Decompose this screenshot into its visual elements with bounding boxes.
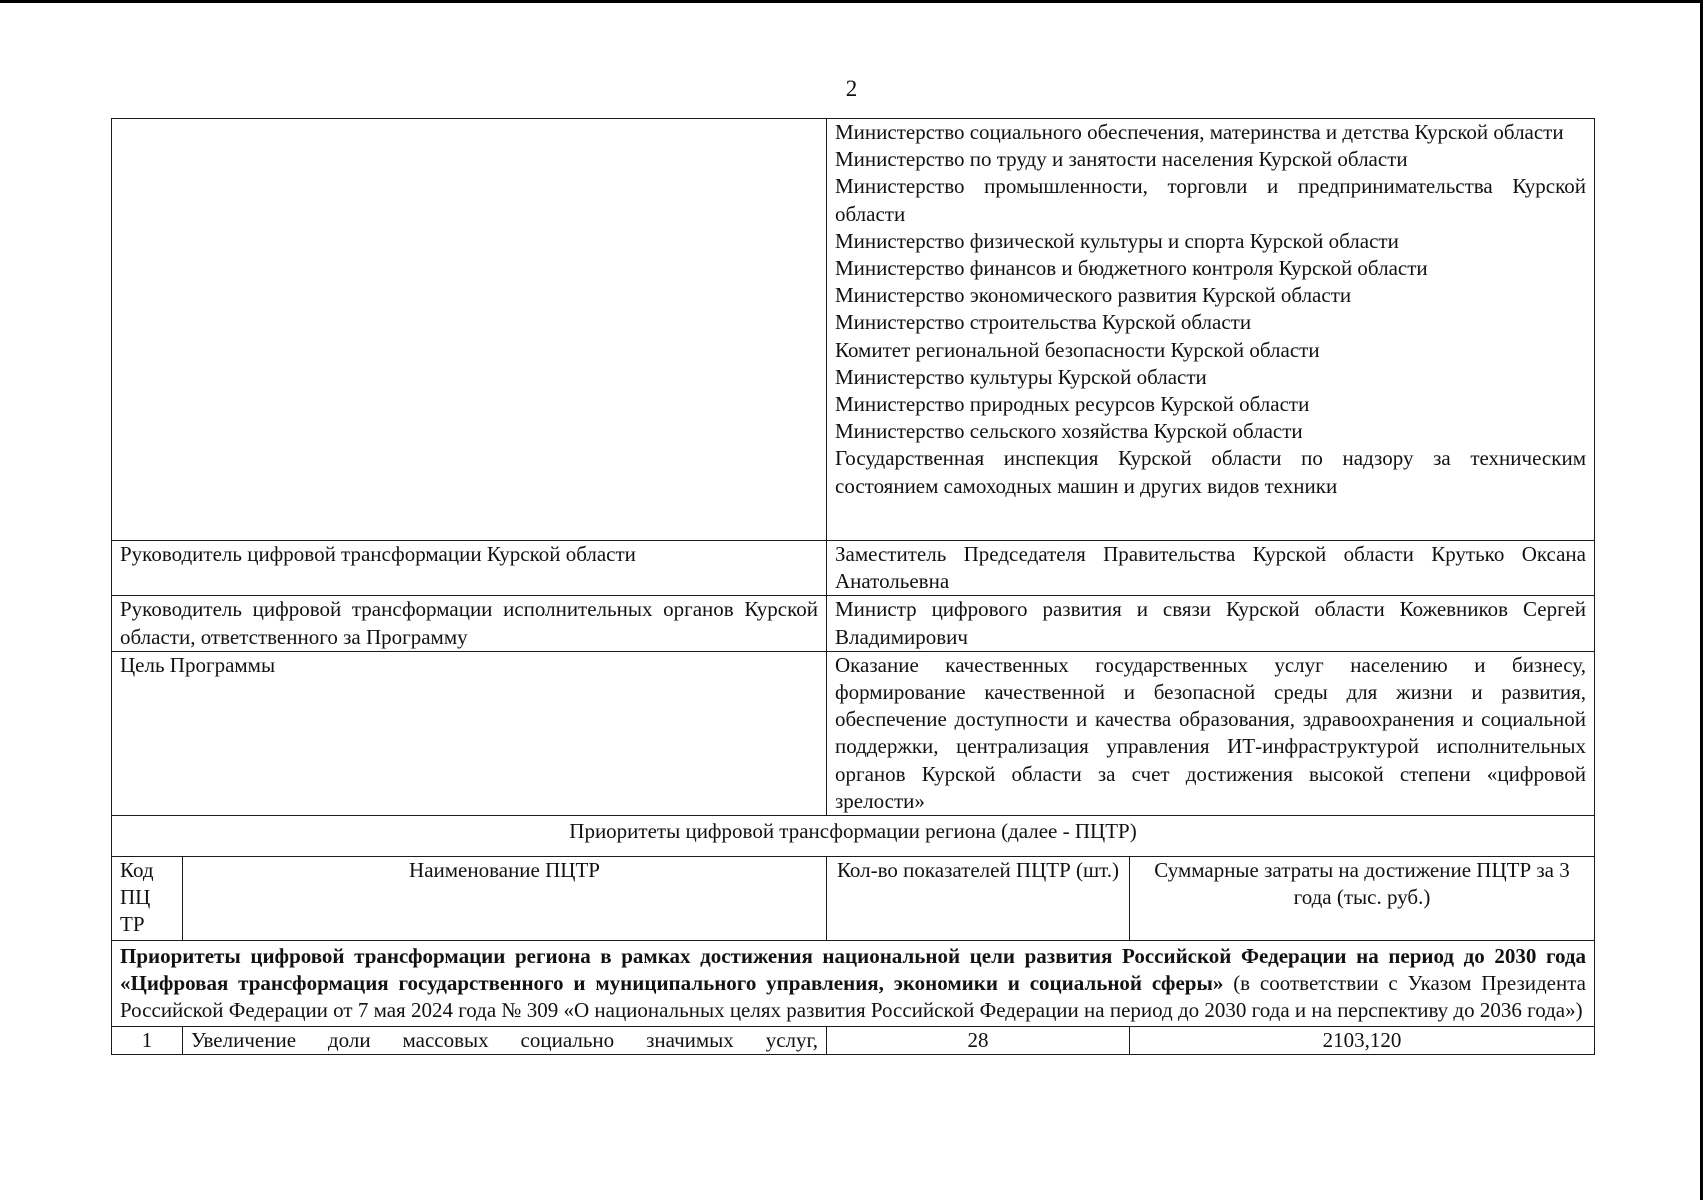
header-cost: Суммарные затраты на достижение ПЦТР за 3 года (тыс. руб.)	[1130, 857, 1595, 941]
head-region-row	[112, 541, 1595, 596]
organization-item: Министерство по труду и занятости населения Курской области	[835, 147, 1408, 172]
organization-item: Министерство сельского хозяйства Курской области	[835, 419, 1303, 444]
section-normal-text: (в соответствии с Указом Президента Российской Федерации от 7 мая 2024 года № 309 «О национальных целях развития Российской Федерации на период до 2030 года и на перспективу до 2036 года»)	[120, 971, 1587, 1023]
organizations-row	[112, 119, 1595, 541]
row-name-text: Увеличение доли массовых социально значимых услуг,	[191, 1027, 818, 1052]
page-number: 2	[845, 76, 858, 101]
head-executive-value: Министр цифрового развития и связи Курской области Кожевников Сергей Владимирович	[827, 596, 1595, 651]
organization-item: Государственная инспекция Курской области по надзору за техническим состоянием самоходных машин и других видов техники	[835, 446, 1586, 498]
priorities-title-row	[112, 816, 1595, 857]
header-code: Код ПЦ ТР	[112, 857, 183, 941]
head-region-value: Заместитель Председателя Правительства Курской области Крутько Оксана Анатольевна	[827, 541, 1595, 596]
head-executive-label: Руководитель цифровой трансформации исполнительных органов Курской области, ответственного за Программу	[112, 596, 827, 651]
table-header-row	[112, 857, 1595, 941]
header-count: Кол-во показателей ПЦТР (шт.)	[827, 857, 1130, 941]
organizations-label-cell	[112, 119, 827, 541]
section-cell	[112, 941, 1595, 1027]
organization-item: Министерство экономического развития Курской области	[835, 283, 1352, 308]
row-code: 1	[112, 1026, 183, 1054]
organization-item: Министерство финансов и бюджетного контроля Курской области	[835, 256, 1428, 281]
head-region-label: Руководитель цифровой трансформации Курской области	[112, 541, 827, 596]
head-executive-row	[112, 596, 1595, 651]
organization-item: Министерство промышленности, торговли и предпринимательства Курской области	[835, 174, 1586, 226]
organizations-list-cell	[827, 119, 1595, 541]
organization-item: Министерство строительства Курской области	[835, 310, 1252, 335]
row-name	[183, 1026, 827, 1054]
section-bold-text: Приоритеты цифровой трансформации региона в рамках достижения национальной цели развития Российской Федерации на период до 2030 года «Цифровая трансформация государственного и муниципального управления, экономики и социальной сферы»	[120, 944, 1586, 996]
passport-table	[111, 118, 1595, 1055]
goal-value: Оказание качественных государственных услуг населению и бизнесу, формирование качественной и безопасной среды для жизни и развития, обеспечение доступности и качества образования, здравоохранения и социальной поддержки, централизация управления ИТ-инфраструктурой исполнительных органов Курской области за счет достижения высокой степени «цифровой зрелости»	[827, 651, 1595, 815]
organization-item: Министерство природных ресурсов Курской области	[835, 392, 1310, 417]
organization-item: Комитет региональной безопасности Курской области	[835, 337, 1320, 362]
row-cost: 2103,120	[1130, 1026, 1595, 1054]
scan-edge-top	[0, 0, 1703, 3]
organization-item: Министерство физической культуры и спорта Курской области	[835, 228, 1399, 253]
table-row	[112, 1026, 1595, 1054]
goal-row	[112, 651, 1595, 815]
section-row	[112, 941, 1595, 1027]
goal-label: Цель Программы	[112, 651, 827, 815]
header-name: Наименование ПЦТР	[183, 857, 827, 941]
organization-item: Министерство культуры Курской области	[835, 364, 1207, 389]
organization-item: Министерство социального обеспечения, материнства и детства Курской области	[835, 120, 1564, 144]
row-count: 28	[827, 1026, 1130, 1054]
priorities-title: Приоритеты цифровой трансформации региона (далее - ПЦТР)	[112, 816, 1595, 857]
